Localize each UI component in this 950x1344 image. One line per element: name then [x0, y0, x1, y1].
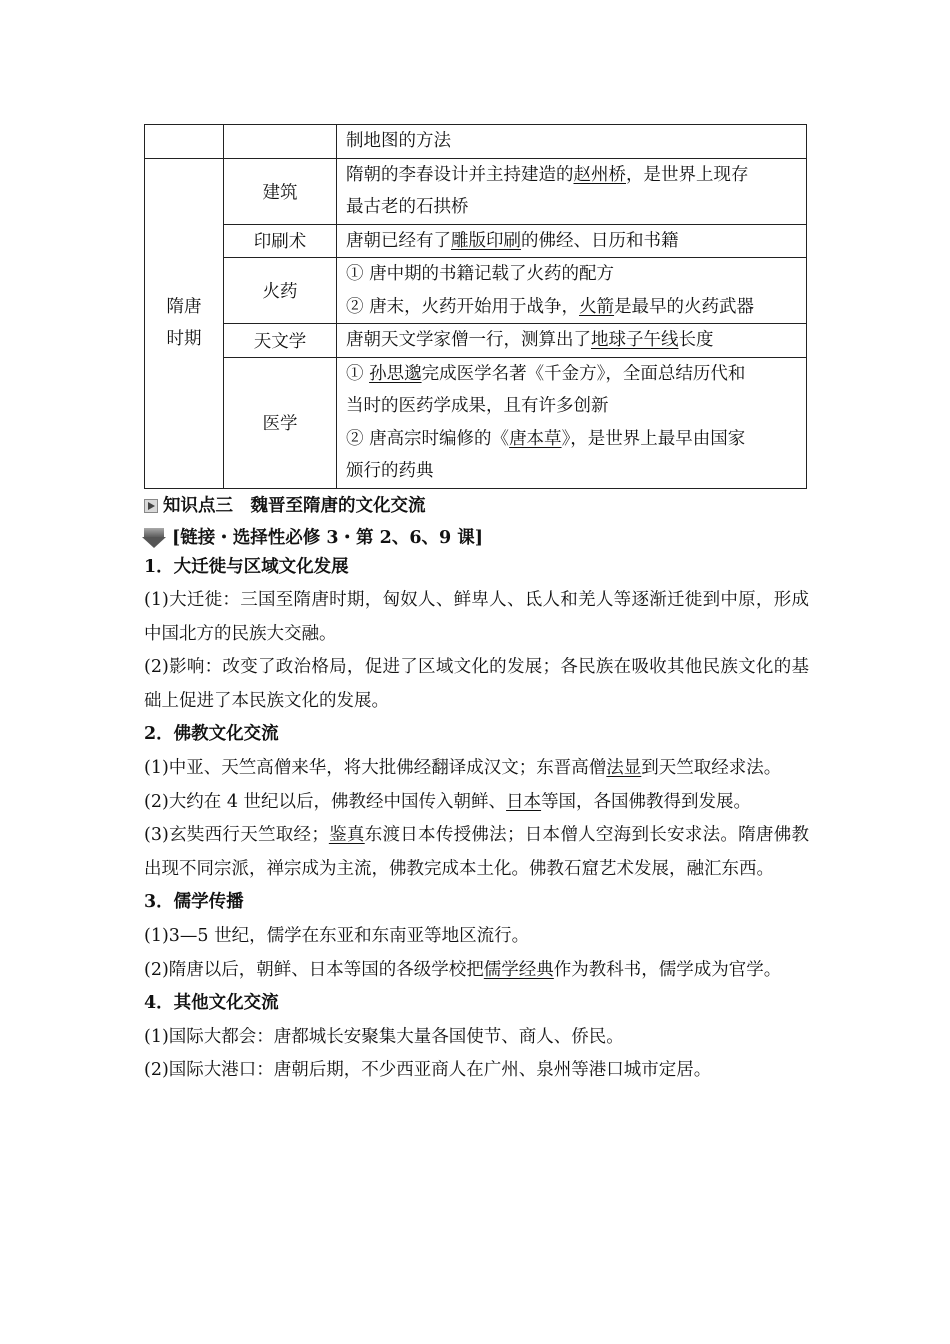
content-line [346, 455, 798, 488]
table-row [145, 125, 807, 159]
text-run: ① [346, 363, 370, 384]
text-run: 长度 [678, 330, 714, 350]
period-line: 隋唐 [166, 297, 202, 317]
subheading [144, 987, 809, 1021]
underlined-term: 鉴真 [328, 825, 365, 846]
content-cell [337, 258, 807, 324]
table-cell-empty [145, 125, 224, 159]
text-run: ① 唐中期的书籍记载了火药的配方 [346, 264, 615, 284]
underlined-term: 孙思邈 [369, 363, 422, 384]
history-table [144, 124, 807, 489]
text-run: 隋朝的李春设计并主持建造的 [346, 164, 574, 185]
content-line [346, 390, 798, 423]
content-line [346, 358, 798, 391]
paragraph [144, 954, 809, 988]
link-reference [144, 525, 809, 551]
text-run: 唐朝天文学家僧一行，测算出了 [346, 330, 591, 350]
down-arrow-icon [144, 526, 172, 550]
paragraph [144, 1054, 809, 1088]
text-run: (2)隋唐以后，朝鲜、日本等国的各级学校把 [144, 959, 484, 980]
text-run: 唐朝已经有了 [346, 230, 451, 251]
text-run: (2)国际大港口：唐朝后期，不少西亚商人在广州、泉州等港口城市定居。 [144, 1060, 712, 1081]
text-run: 2．佛教文化交流 [144, 724, 279, 745]
text-run: (2)影响：改变了政治格局，促进了区域文化的发展；各民族在吸收其他民族文化的基础上促进了本民族文化的发展。 [144, 657, 809, 711]
paragraph [144, 651, 809, 718]
subheading [144, 718, 809, 752]
text-run: 3．儒学传播 [144, 892, 244, 913]
play-icon [144, 499, 158, 513]
text-run: 是最早的火药武器 [614, 296, 755, 317]
content-cell [337, 324, 807, 358]
text-run: ② 唐末，火药开始用于战争， [346, 296, 580, 317]
content-line [346, 191, 798, 224]
underlined-term: 唐本草 [509, 428, 562, 449]
paragraph [144, 819, 809, 886]
text-run: 等国，各国佛教得到发展。 [541, 791, 752, 812]
table-row [145, 258, 807, 324]
text-run: 完成医学名著《千金方》，全面总结历代和 [421, 363, 746, 384]
content-cell [337, 158, 807, 224]
link-text: [链接・选择性必修 3・第 2、6、9 课] [172, 527, 484, 548]
text-run: 东渡日本传授佛法；日本僧人空海到长安求法。隋唐佛教出现不同宗派，禅宗成为主流，佛教完成本土化。佛教石窟艺术发展，融汇东西。 [144, 825, 810, 879]
underlined-term: 日本 [506, 791, 542, 812]
category-cell: 医学 [224, 357, 337, 488]
category-cell: 印刷术 [224, 224, 337, 258]
table-row [145, 158, 807, 224]
section-heading [144, 493, 809, 519]
text-run: 》，是世界上最早由国家 [561, 428, 746, 449]
text-run: 1．大迁徙与区域文化发展 [144, 556, 349, 577]
paragraph [144, 920, 809, 954]
underlined-term: 法显 [606, 758, 642, 779]
period-cell [145, 158, 224, 488]
text-run: (1)大迁徙：三国至隋唐时期，匈奴人、鲜卑人、氐人和羌人等逐渐迁徙到中原，形成中国北方的民族大交融。 [144, 590, 809, 644]
text-run: 当时的医药学成果，且有许多创新 [346, 396, 609, 416]
text-run: ，是世界上现存 [626, 164, 749, 185]
paragraph [144, 584, 809, 651]
underlined-term: 火箭 [579, 296, 615, 317]
category-cell: 天文学 [224, 324, 337, 358]
category-cell: 建筑 [224, 158, 337, 224]
content-line [346, 258, 798, 291]
period-line: 时期 [166, 329, 202, 349]
paragraph [144, 1021, 809, 1055]
table-cell-empty [224, 125, 337, 159]
document-page [144, 124, 809, 1088]
category-cell: 火药 [224, 258, 337, 324]
text-run: 到天竺取经求法。 [641, 758, 782, 779]
text-run: 4．其他文化交流 [144, 993, 279, 1014]
content-line [346, 324, 798, 357]
content-cell [337, 357, 807, 488]
table-row [145, 357, 807, 488]
table-row [145, 324, 807, 358]
subheading [144, 886, 809, 920]
table-row [145, 224, 807, 258]
subheading [144, 551, 809, 585]
content-line [346, 159, 798, 192]
content-line [346, 225, 798, 258]
underlined-term: 儒学经典 [483, 959, 554, 980]
underlined-term: 雕版印刷 [451, 230, 521, 251]
paragraph [144, 786, 809, 820]
text-run: 最古老的石拱桥 [346, 197, 469, 217]
text-run: ② 唐高宗时编修的《 [346, 428, 510, 449]
text-run: (1)国际大都会：唐都城长安聚集大量各国使节、商人、侨民。 [144, 1026, 624, 1047]
text-run: (1)中亚、天竺高僧来华，将大批佛经翻译成汉文；东晋高僧 [144, 758, 607, 779]
section-title: 知识点三 魏晋至隋唐的文化交流 [163, 495, 426, 516]
body-text [144, 551, 809, 1089]
underlined-term: 赵州桥 [573, 164, 626, 185]
paragraph [144, 752, 809, 786]
text-run: (3)玄奘西行天竺取经； [144, 825, 329, 846]
content-line [346, 291, 798, 324]
content-line [346, 423, 798, 456]
table-cell-content: 制地图的方法 [337, 125, 807, 159]
text-run: 颁行的药典 [346, 461, 434, 481]
content-cell [337, 224, 807, 258]
text-run: 作为教科书，儒学成为官学。 [553, 959, 782, 980]
underlined-term: 地球子午线 [591, 330, 679, 350]
text-run: 的佛经、日历和书籍 [521, 230, 679, 251]
text-run: (2)大约在 4 世纪以后，佛教经中国传入朝鲜、 [144, 791, 507, 812]
text-run: (1)3—5 世纪，儒学在东亚和东南亚等地区流行。 [144, 926, 530, 947]
